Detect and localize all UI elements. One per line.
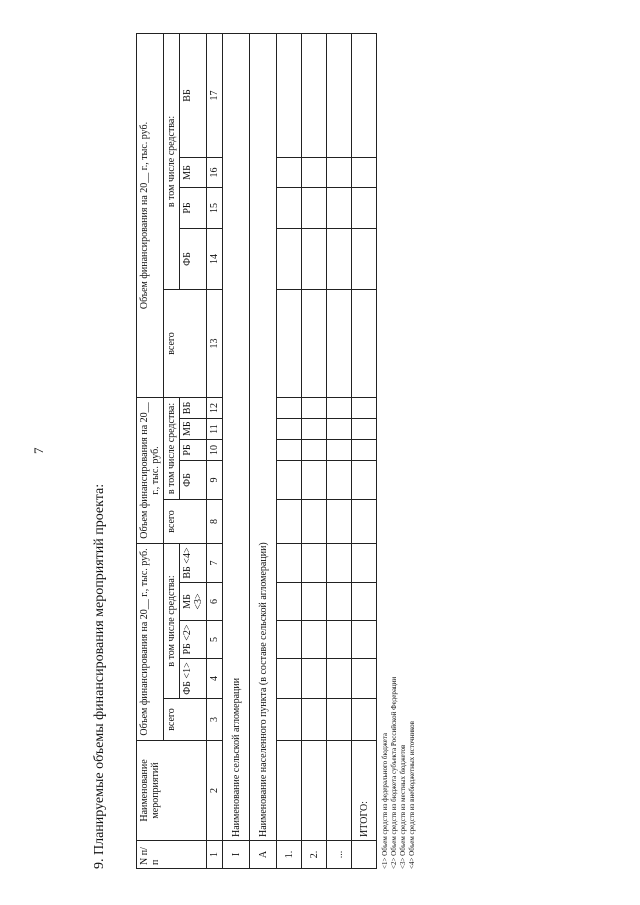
table-cell <box>327 34 352 158</box>
footnote: <4> Объем средств из внебюджетных источников <box>408 721 416 869</box>
table-cell <box>277 544 302 583</box>
table-cell <box>352 229 377 290</box>
column-number-row <box>207 34 223 869</box>
table-cell <box>277 440 302 461</box>
table-cell <box>302 500 327 544</box>
table-cell <box>352 659 377 699</box>
table-cell <box>277 158 302 188</box>
table-cell <box>277 583 302 621</box>
sub-vb-1: ВБ <4> <box>180 544 207 583</box>
column-number: 4 <box>207 659 223 699</box>
table-cell <box>302 290 327 398</box>
table-cell <box>302 461 327 500</box>
column-number: 1 <box>207 841 223 869</box>
sub-mb-2: МБ <box>180 419 207 440</box>
group-incl-2: в том числе средства: <box>164 398 180 500</box>
table-cell <box>277 419 302 440</box>
table-cell <box>302 699 327 741</box>
group-total-1: всего <box>164 699 207 741</box>
table-cell <box>327 741 352 841</box>
table-row <box>327 34 352 869</box>
group-total-2: всего <box>164 500 207 544</box>
group-header-1: Объем финансирования на 20__ г., тыс. руб. <box>137 544 164 741</box>
table-cell <box>352 544 377 583</box>
total-row <box>352 34 377 869</box>
column-number: 14 <box>207 229 223 290</box>
table-cell <box>277 290 302 398</box>
row-number: I <box>223 841 250 869</box>
agglomeration-label: Наименование сельской агломерации <box>223 34 250 841</box>
table-row <box>302 34 327 869</box>
footnote: <1> Объем средств из федерального бюджета <box>381 732 389 869</box>
table-cell <box>327 398 352 419</box>
table-cell <box>352 158 377 188</box>
table-cell <box>327 440 352 461</box>
table-cell <box>352 440 377 461</box>
table-cell <box>277 659 302 699</box>
table-cell <box>327 461 352 500</box>
table-row <box>277 34 302 869</box>
section-title: 9. Планируемые объемы финансирования мероприятий проекта: <box>92 483 107 869</box>
table-cell <box>352 398 377 419</box>
total-label: ИТОГО: <box>352 741 377 841</box>
column-number: 12 <box>207 398 223 419</box>
column-number: 17 <box>207 34 223 158</box>
sub-vb-2: ВБ <box>180 398 207 419</box>
table-cell <box>302 544 327 583</box>
column-number: 13 <box>207 290 223 398</box>
sub-rb-2: РБ <box>180 440 207 461</box>
table-cell <box>327 500 352 544</box>
table-cell <box>277 34 302 158</box>
group-header-2: Объем финансирования на 20__ г., тыс. руб. <box>137 398 164 544</box>
table-cell <box>352 699 377 741</box>
page-number: 7 <box>31 447 46 454</box>
footnote: <3> Объем средств из местных бюджетов <box>399 744 407 869</box>
table-cell <box>302 419 327 440</box>
header-row-groups <box>137 34 164 869</box>
table-cell <box>352 188 377 229</box>
row-number: 2. <box>302 841 327 869</box>
table-cell <box>302 188 327 229</box>
table-cell <box>327 419 352 440</box>
group-total-3: всего <box>164 290 207 398</box>
table-cell <box>327 659 352 699</box>
table-cell <box>352 34 377 158</box>
table-cell <box>352 500 377 544</box>
sub-vb-3: ВБ <box>180 34 207 158</box>
header-n: N п/п <box>137 841 207 869</box>
header-name: Наименование мероприятий <box>137 741 207 841</box>
table-cell <box>302 229 327 290</box>
table-cell <box>277 699 302 741</box>
table-cell <box>277 188 302 229</box>
column-number: 3 <box>207 699 223 741</box>
sub-fb-3: ФБ <box>180 229 207 290</box>
table-cell <box>277 461 302 500</box>
table-cell <box>327 229 352 290</box>
group-header-3: Объем финансирования на 20__ г., тыс. руб. <box>137 34 164 398</box>
table-cell <box>302 621 327 659</box>
table-cell <box>327 621 352 659</box>
table-cell <box>352 461 377 500</box>
table-cell <box>302 440 327 461</box>
table-cell <box>327 544 352 583</box>
column-number: 16 <box>207 158 223 188</box>
column-number: 6 <box>207 583 223 621</box>
sub-rb-1: РБ <2> <box>180 621 207 659</box>
table-cell <box>327 290 352 398</box>
rotated-content <box>92 34 512 869</box>
group-incl-3: в том числе средства: <box>164 34 180 290</box>
table-cell <box>327 699 352 741</box>
column-number: 11 <box>207 419 223 440</box>
table-cell <box>277 741 302 841</box>
footnote: <2> Объем средств из бюджета субъекта Российской Федерации <box>390 676 398 869</box>
table-cell <box>352 621 377 659</box>
footnotes <box>381 34 417 869</box>
settlement-row <box>250 34 277 869</box>
table-cell <box>327 583 352 621</box>
row-number: 1. <box>277 841 302 869</box>
column-number: 9 <box>207 461 223 500</box>
column-number: 10 <box>207 440 223 461</box>
sub-fb-2: ФБ <box>180 461 207 500</box>
sub-fb-1: ФБ <1> <box>180 659 207 699</box>
table-cell <box>302 398 327 419</box>
table-cell <box>327 158 352 188</box>
column-number: 5 <box>207 621 223 659</box>
group-incl-1: в том числе средства: <box>164 544 180 699</box>
agglomeration-row <box>223 34 250 869</box>
table-cell <box>302 34 327 158</box>
column-number: 8 <box>207 500 223 544</box>
sub-rb-3: РБ <box>180 188 207 229</box>
table-cell <box>352 583 377 621</box>
column-number: 15 <box>207 188 223 229</box>
table-cell <box>302 659 327 699</box>
column-number: 7 <box>207 544 223 583</box>
table-cell <box>302 158 327 188</box>
sub-mb-1: МБ <3> <box>180 583 207 621</box>
row-number: ... <box>327 841 352 869</box>
table-cell <box>302 741 327 841</box>
table-cell <box>277 500 302 544</box>
table-cell <box>277 229 302 290</box>
settlement-label: Наименование населенного пункта (в составе сельской агломерации) <box>250 34 277 841</box>
financing-table <box>136 33 377 869</box>
row-number: A <box>250 841 277 869</box>
table-cell <box>277 398 302 419</box>
table-cell <box>277 621 302 659</box>
sub-mb-3: МБ <box>180 158 207 188</box>
column-number: 2 <box>207 741 223 841</box>
total-n-cell <box>352 841 377 869</box>
table-cell <box>327 188 352 229</box>
table-cell <box>302 583 327 621</box>
table-cell <box>352 290 377 398</box>
table-cell <box>352 419 377 440</box>
